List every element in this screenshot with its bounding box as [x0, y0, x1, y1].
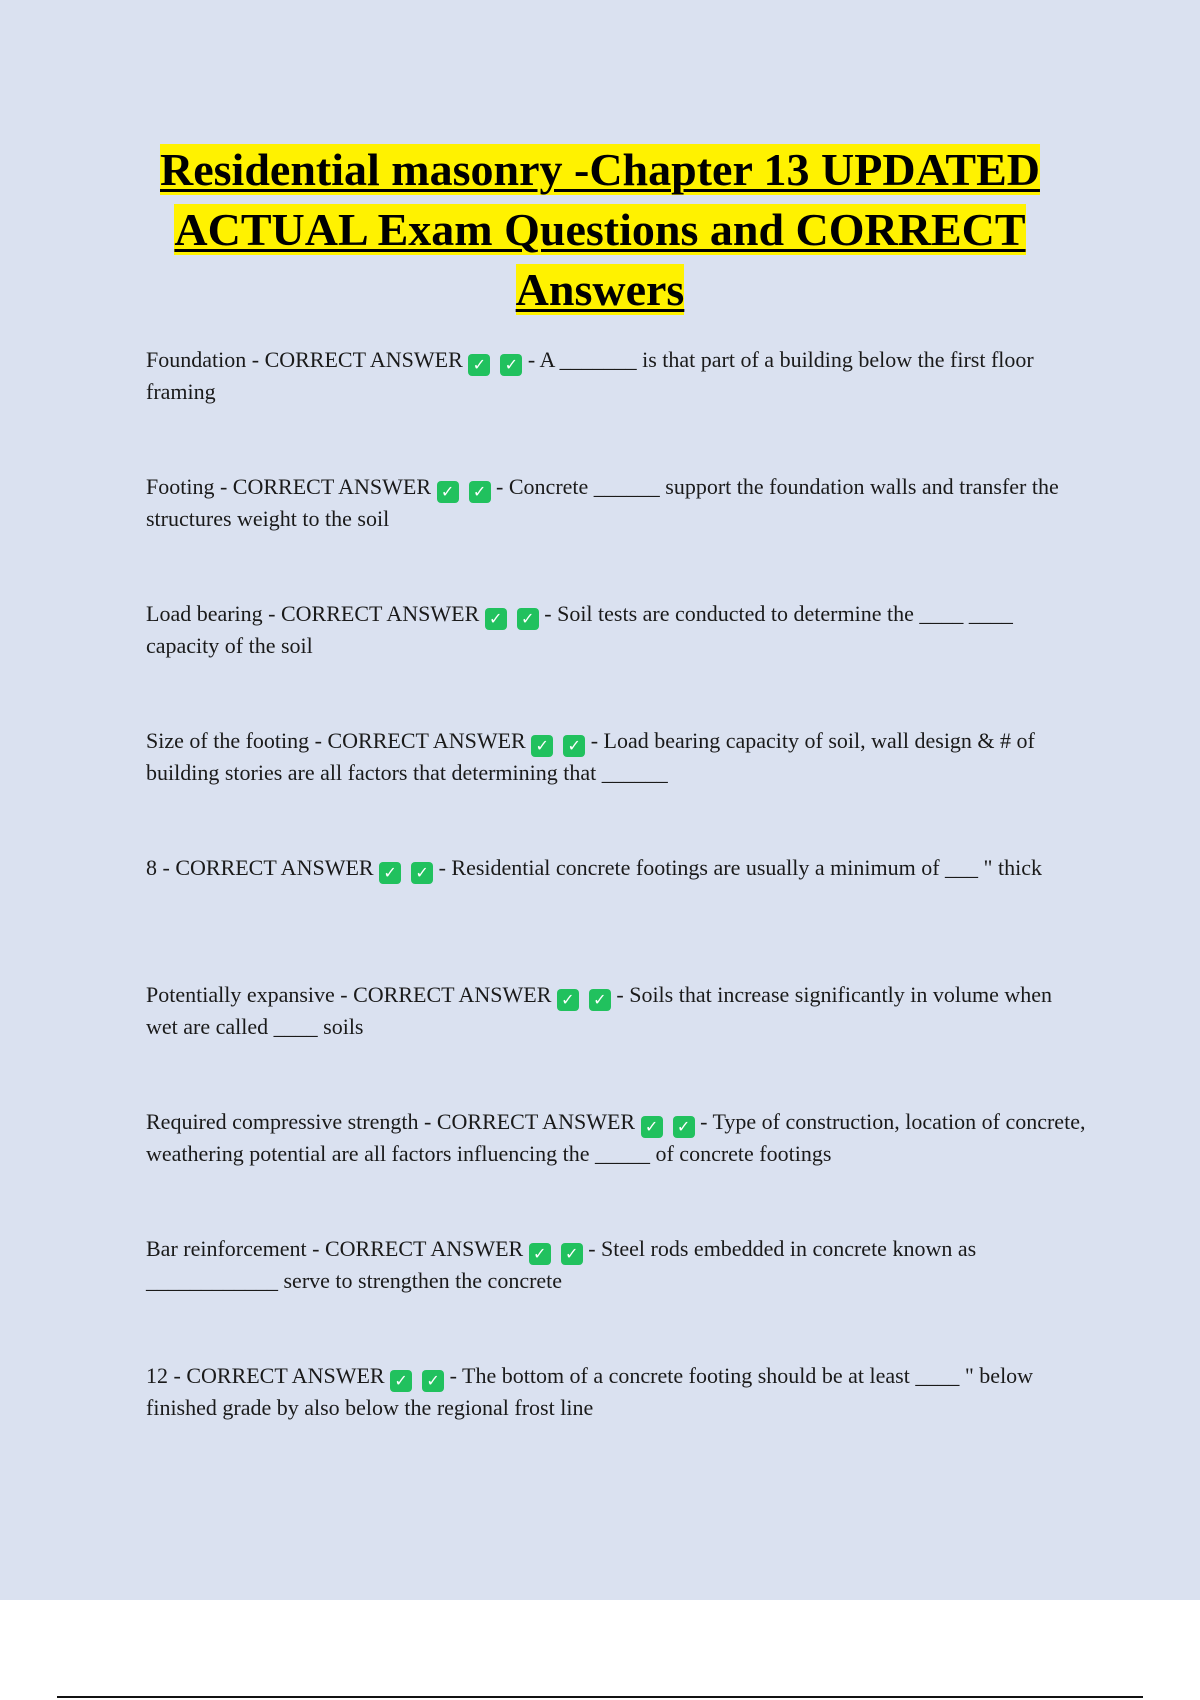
question-text: Load bearing capacity of soil, wall design & # of building stories are all factors that determining that ______: [146, 728, 1035, 785]
check-box-icon: ✓: [468, 354, 490, 376]
qa-item: 12 - CORRECT ANSWER ✓ ✓ - The bottom of a concrete footing should be at least ____ " below finished grade by also below the regional frost line: [146, 1363, 1034, 1420]
check-box-icon: ✓: [437, 481, 459, 503]
question-text: Type of construction, location of concrete, weathering potential are all factors influencing the _____ of concrete footings: [146, 1109, 1086, 1166]
correct-answer-label: CORRECT ANSWER: [353, 982, 552, 1007]
check-box-icon: ✓: [561, 1243, 583, 1265]
answer-term: Footing: [146, 474, 215, 499]
answer-term: Load bearing: [146, 601, 263, 626]
check-box-icon: ✓: [485, 608, 507, 630]
question-text: Soil tests are conducted to determine the ____ ____ capacity of the soil: [146, 601, 1013, 658]
answer-term: Bar reinforcement: [146, 1236, 307, 1261]
qa-item: Required compressive strength - CORRECT ANSWER ✓ ✓ - Type of construction, location of concrete, weathering potential are all factors influencing the _____ of concrete footings: [146, 1109, 1086, 1166]
correct-answer-label: CORRECT ANSWER: [281, 601, 480, 626]
check-box-icon: ✓: [641, 1116, 663, 1138]
answer-term: Potentially expansive: [146, 982, 335, 1007]
correct-answer-label: CORRECT ANSWER: [186, 1363, 385, 1388]
page-title: Residential masonry -Chapter 13 UPDATED ACTUAL Exam Questions and CORRECT Answers: [160, 144, 1040, 315]
check-box-icon: ✓: [422, 1370, 444, 1392]
correct-answer-label: CORRECT ANSWER: [264, 347, 463, 372]
footer-divider: [57, 1696, 1143, 1698]
question-text: The bottom of a concrete footing should be at least ____ " below finished grade by also below the regional frost line: [146, 1363, 1034, 1420]
check-box-icon: ✓: [379, 862, 401, 884]
question-text: Residential concrete footings are usually a minimum of ___ " thick: [451, 855, 1043, 880]
answer-term: Foundation: [146, 347, 247, 372]
qa-item: Load bearing - CORRECT ANSWER ✓ ✓ - Soil tests are conducted to determine the ____ ____ capacity of the soil: [146, 601, 1013, 658]
check-box-icon: ✓: [557, 989, 579, 1011]
answer-term: Required compressive strength: [146, 1109, 419, 1134]
qa-list: [146, 344, 1086, 1487]
question-text: A _______ is that part of a building below the first floor framing: [146, 347, 1034, 404]
qa-item: Size of the footing - CORRECT ANSWER ✓ ✓ - Load bearing capacity of soil, wall design & # of building stories are all factors that determining that ______: [146, 728, 1035, 785]
check-box-icon: ✓: [390, 1370, 412, 1392]
answer-term: Size of the footing: [146, 728, 310, 753]
correct-answer-label: CORRECT ANSWER: [436, 1109, 636, 1134]
correct-answer-label: CORRECT ANSWER: [324, 1236, 524, 1261]
question-text: Soils that increase significantly in volume when wet are called ____ soils: [146, 982, 1053, 1039]
qa-item: Footing - CORRECT ANSWER ✓ ✓ - Concrete ______ support the foundation walls and transfer the structures weight to the soil: [146, 474, 1059, 531]
check-box-icon: ✓: [469, 481, 491, 503]
correct-answer-label: CORRECT ANSWER: [232, 474, 432, 499]
answer-term: 12: [146, 1363, 168, 1388]
answer-term: 8: [146, 855, 157, 880]
check-box-icon: ✓: [589, 989, 611, 1011]
check-box-icon: ✓: [411, 862, 433, 884]
qa-item: Potentially expansive - CORRECT ANSWER ✓ ✓ - Soils that increase significantly in volume when wet are called ____ soils: [146, 982, 1053, 1039]
question-text: Steel rods embedded in concrete known as ____________ serve to strengthen the concrete: [146, 1236, 977, 1293]
check-box-icon: ✓: [517, 608, 539, 630]
check-box-icon: ✓: [563, 735, 585, 757]
check-box-icon: ✓: [673, 1116, 695, 1138]
qa-item: Foundation - CORRECT ANSWER ✓ ✓ - A _______ is that part of a building below the first floor framing: [146, 347, 1034, 404]
title-block: [100, 140, 1100, 320]
qa-item: 8 - CORRECT ANSWER ✓ ✓ - Residential concrete footings are usually a minimum of ___ " thick: [146, 855, 1043, 882]
correct-answer-label: CORRECT ANSWER: [327, 728, 526, 753]
check-box-icon: ✓: [500, 354, 522, 376]
check-box-icon: ✓: [531, 735, 553, 757]
question-text: Concrete ______ support the foundation walls and transfer the structures weight to the soil: [146, 474, 1059, 531]
correct-answer-label: CORRECT ANSWER: [175, 855, 374, 880]
qa-item: Bar reinforcement - CORRECT ANSWER ✓ ✓ - Steel rods embedded in concrete known as ____________ serve to strengthen the concrete: [146, 1236, 977, 1293]
check-box-icon: ✓: [529, 1243, 551, 1265]
